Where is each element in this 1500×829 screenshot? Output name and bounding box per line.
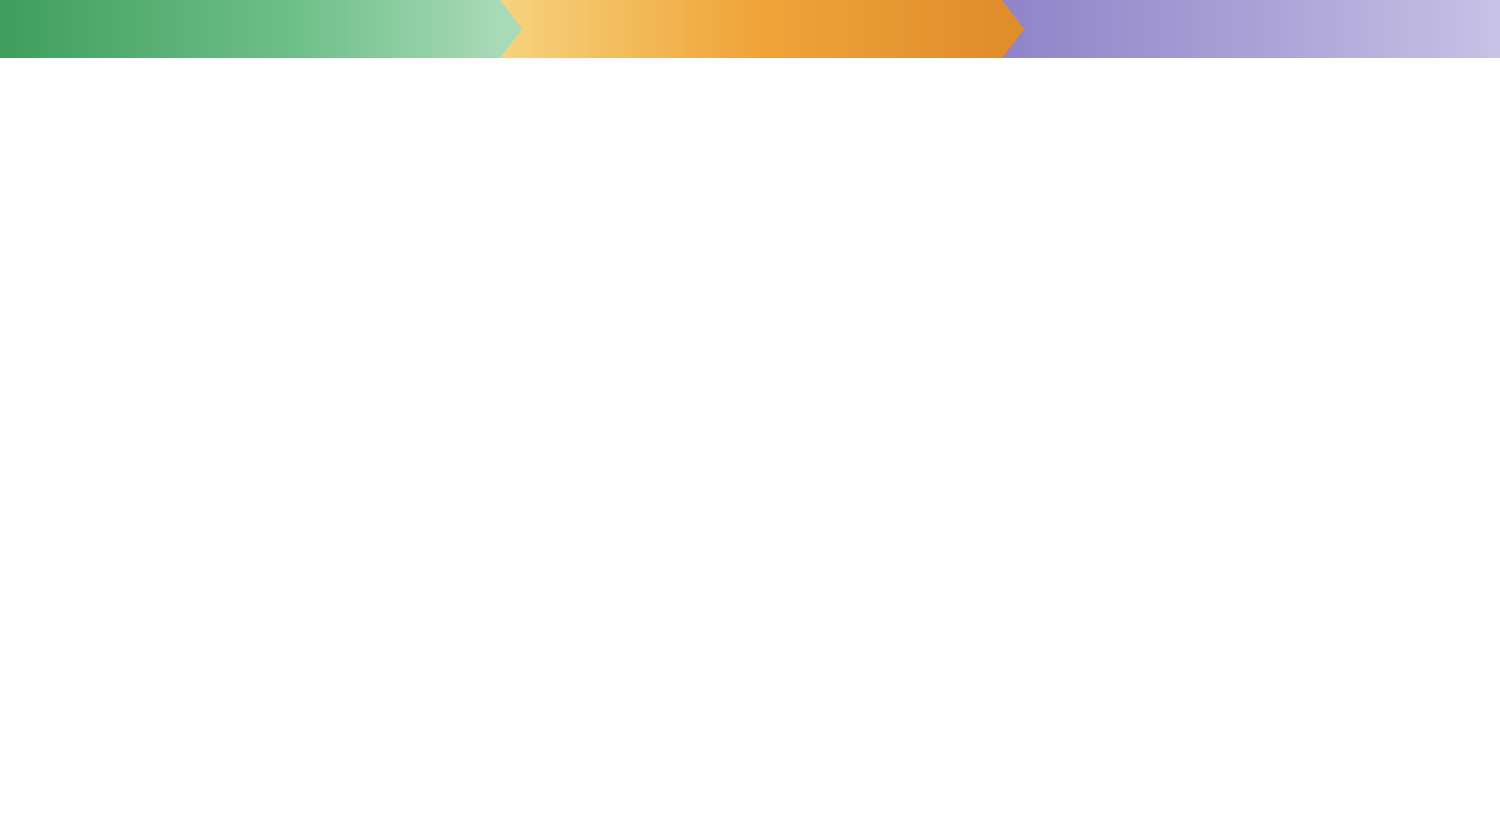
header-news — [1002, 0, 1500, 58]
weekday-column — [500, 58, 1002, 829]
header-arrow-1 — [500, 0, 522, 58]
sunday-column — [0, 58, 500, 829]
news-column — [1002, 58, 1500, 829]
header-sunday — [0, 0, 500, 58]
header-arrow-2 — [1002, 0, 1024, 58]
header-weekday — [500, 0, 1002, 58]
